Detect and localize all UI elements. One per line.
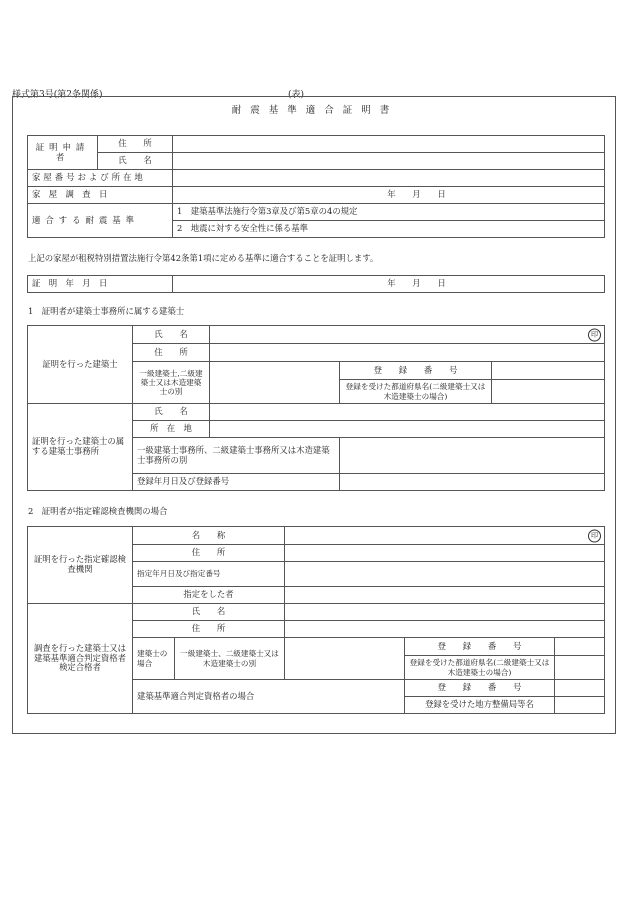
agency-label: 証明を行った指定確認検査機関: [28, 527, 133, 604]
architect-reg-prefecture-label: 登録を受けた都道府県名(二級建築士又は木造建築士の場合): [340, 380, 492, 404]
section2-table: [27, 526, 605, 714]
name-label: 氏 名: [98, 153, 173, 170]
office-location-field[interactable]: [210, 421, 605, 438]
form-title: 耐震基準適合証明書: [231, 105, 399, 116]
agency-name-field[interactable]: [285, 527, 605, 545]
certification-statement: 上記の家屋が租税特別措置法施行令第42条第1項に定める基準に適合することを証明します。: [28, 253, 379, 263]
designation-field[interactable]: [285, 562, 605, 587]
seal-icon: 印: [588, 529, 601, 542]
inspector-name-label: 氏 名: [133, 604, 285, 621]
inspector-address-label: 住 所: [133, 621, 285, 638]
reg-number-label-2: 登 録 番 号: [405, 638, 555, 656]
judge-bureau-field[interactable]: [555, 697, 605, 714]
reg-prefecture-label-2: 登録を受けた都道府県名(二級建築士又は木造建築士の場合): [405, 656, 555, 680]
judge-reg-number-field[interactable]: [555, 680, 605, 697]
agency-address-label: 住 所: [133, 545, 285, 562]
reg-prefecture-field-2[interactable]: [555, 656, 605, 680]
survey-date-field[interactable]: 年 月 日: [173, 187, 605, 204]
agency-name-label: 名 称: [133, 527, 285, 545]
section1-table: [27, 325, 605, 491]
office-name-label: 氏 名: [133, 404, 210, 421]
architect-name-field[interactable]: [210, 326, 605, 344]
standard-label: 適合する耐震基準: [28, 204, 173, 238]
judge-case-label: 建築基準適合判定資格者の場合: [133, 680, 405, 714]
designator-label: 指定をした者: [133, 587, 285, 604]
office-class-label: 一級建築士事務所、二級建築士事務所又は木造建築士事務所の別: [133, 438, 340, 474]
inspector-label: 調査を行った建築士又は建築基準適合判定資格者検定合格者: [28, 604, 133, 714]
applicant-name-field[interactable]: [173, 153, 605, 170]
inspector-name-field[interactable]: [285, 604, 605, 621]
office-location-label: 所 在 地: [133, 421, 210, 438]
architect-reg-number-field[interactable]: [492, 362, 605, 380]
architect-reg-prefecture-field[interactable]: [492, 380, 605, 404]
architect-class-field[interactable]: [210, 362, 340, 404]
survey-date-label: 家 屋 調 査 日: [28, 187, 173, 204]
office-reg-field[interactable]: [340, 474, 605, 491]
architect-reg-number-label: 登 録 番 号: [340, 362, 492, 380]
architect-class-field-2[interactable]: [285, 638, 405, 680]
certification-date-table: [27, 275, 605, 293]
architect-case-label: 建築士の場合: [133, 638, 175, 680]
form-number: 様式第3号(第2条関係): [12, 90, 103, 100]
house-label: 家屋番号および所在地: [28, 170, 173, 187]
house-field[interactable]: [173, 170, 605, 187]
office-class-field[interactable]: [340, 438, 605, 474]
architect-class-label: 一級建築士,二級建築士又は木造建築士の別: [133, 362, 210, 404]
seal-icon: 印: [588, 328, 601, 341]
office-label: 証明を行った建築士の属する建築士事務所: [28, 404, 133, 491]
architect-address-label: 住 所: [133, 344, 210, 362]
section1-heading: 1 証明者が建築士事務所に属する建築士: [28, 306, 185, 316]
designation-label: 指定年月日及び指定番号: [133, 562, 285, 587]
designator-field[interactable]: [285, 587, 605, 604]
certification-date-field[interactable]: 年 月 日: [173, 276, 605, 293]
certification-date-label: 証 明 年 月 日: [28, 276, 173, 293]
office-reg-label: 登録年月日及び登録番号: [133, 474, 340, 491]
standard-option-2[interactable]: 2 地震に対する安全性に係る基準: [173, 221, 605, 238]
reg-number-field-2[interactable]: [555, 638, 605, 656]
judge-bureau-label: 登録を受けた地方整備局等名: [405, 697, 555, 714]
section2-heading: 2 証明者が指定確認検査機関の場合: [28, 506, 168, 516]
applicant-label: 証明申請者: [28, 136, 98, 170]
address-label: 住 所: [98, 136, 173, 153]
inspector-address-field[interactable]: [285, 621, 605, 638]
office-name-field[interactable]: [210, 404, 605, 421]
architect-label: 証明を行った建築士: [28, 326, 133, 404]
architect-name-label: 氏 名: [133, 326, 210, 344]
form-side-label: (表): [288, 90, 305, 100]
applicant-table: [27, 135, 605, 238]
architect-class-label-2: 一級建築士、二級建築士又は木造建築士の別: [175, 638, 285, 680]
standard-option-1[interactable]: 1 建築基準法施行令第3章及び第5章の4の規定: [173, 204, 605, 221]
applicant-address-field[interactable]: [173, 136, 605, 153]
agency-address-field[interactable]: [285, 545, 605, 562]
architect-address-field[interactable]: [210, 344, 605, 362]
judge-reg-number-label: 登 録 番 号: [405, 680, 555, 697]
